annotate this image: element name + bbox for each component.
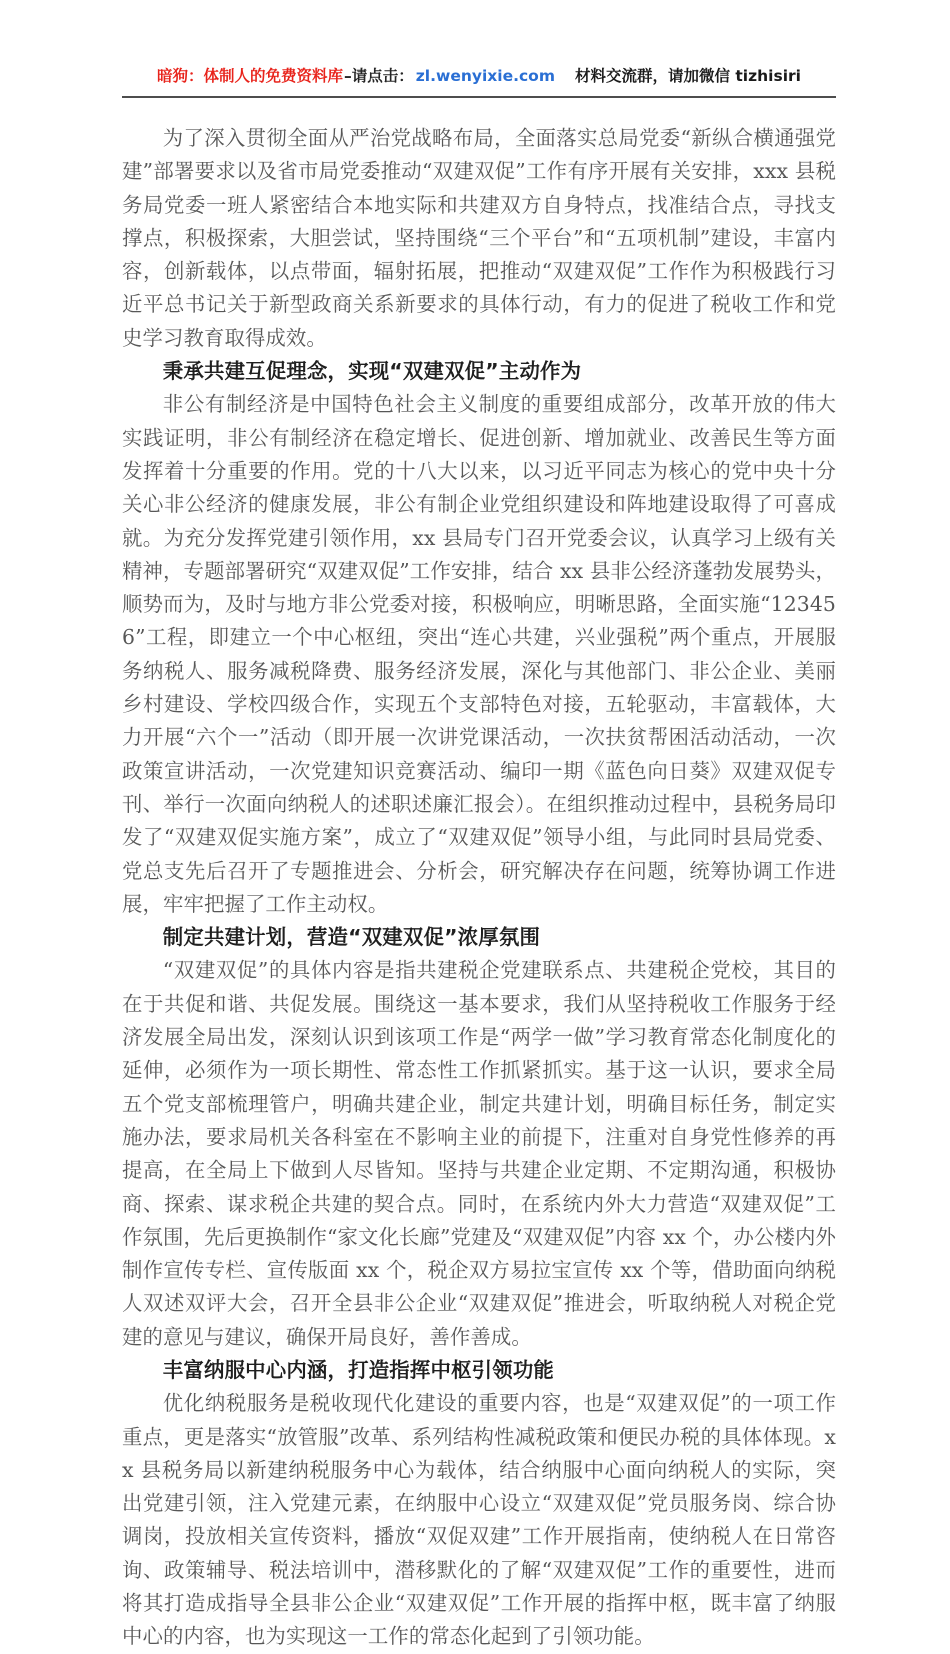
paragraph: 为了深入贯彻全面从严治党战略布局，全面落实总局党委“新纵合横通强党建”部署要求以及省市局党委推动“双建双促”工作有序开展有关安排，xxx 县税务局党委一班人紧密结合本地实际和共建双方自身特点，找准结合点，寻找支撑点，积极探索，大胆尝试，坚持围绕“三个平台”和“五项机制”建设，丰富内容，创新载体，以点带面，辐射拓展，把推动“双建双促”工作作为积极践行习近平总书记关于新型政商关系新要求的具体行动，有力的促进了税收工作和党史学习教育取得成效。 — [122, 126, 836, 350]
section-heading: 制定共建计划，营造“双建双促”浓厚氛围 — [162, 925, 541, 950]
header-divider — [122, 96, 836, 98]
promo-banner-text — [157, 64, 801, 86]
section-heading: 秉承共建互促理念，实现“双建双促”主动作为 — [162, 359, 582, 384]
paragraph: 非公有制经济是中国特色社会主义制度的重要组成部分，改革开放的伟大实践证明，非公有制经济在稳定增长、促进创新、增加就业、改善民生等方面发挥着十分重要的作用。党的十八大以来，以习近平同志为核心的党中央十分关心非公经济的健康发展，非公有制企业党组织建设和阵地建设取得了可喜成就。为充分发挥党建引领作用，xx 县局专门召开党委会议，认真学习上级有关精神，专题部署研究“双建双促”工作安排，结合 xx 县非公经济蓬勃发展势头，顺势而为，及时与地方非公党委对接，积极响应，明晰思路，全面实施“123456”工程，即建立一个中心枢纽，突出“连心共建，兴业强税”两个重点，开展服务纳税人、服务减税降费、服务经济发展，深化与其他部门、非公企业、美丽乡村建设、学校四级合作，实现五个支部特色对接，五轮驱动，丰富载体，大力开展“六个一”活动（即开展一次讲党课活动，一次扶贫帮困活动活动，一次政策宣讲活动，一次党建知识竞赛活动、编印一期《蓝色向日葵》双建双促专刊、举行一次面向纳税人的述职述廉汇报会）。在组织推动过程中，县税务局印发了“双建双促实施方案”，成立了“双建双促”领导小组，与此同时县局党委、党总支先后召开了专题推进会、分析会，研究解决存在问题，统筹协调工作进展，牢牢把握了工作主动权。 — [122, 392, 836, 916]
paragraph: “双建双促”的具体内容是指共建税企党建联系点、共建税企党校，其目的在于共促和谐、共促发展。围绕这一基本要求，我们从坚持税收工作服务于经济发展全局出发，深刻认识到该项工作是“两学一做”学习教育常态化制度化的延伸，必须作为一项长期性、常态性工作抓紧抓实。基于这一认识，要求全局五个党支部梳理管户，明确共建企业，制定共建计划，明确目标任务，制定实施办法，要求局机关各科室在不影响主业的前提下，注重对自身党性修养的再提高，在全局上下做到人尽皆知。坚持与共建企业定期、不定期沟通，积极协商、探索、谋求税企共建的契合点。同时，在系统内外大力营造“双建双促”工作氛围，先后更换制作“家文化长廊”党建及“双建双促”内容 xx 个，办公楼内外制作宣传专栏、宣传版面 xx 个，税企双方易拉宝宣传 xx 个等，借助面向纳税人双述双评大会，召开全县非公企业“双建双促”推进会，听取纳税人对税企党建的意见与建议，确保开局良好，善作善成。 — [122, 958, 836, 1349]
promo-banner — [122, 58, 836, 92]
document-body — [122, 122, 836, 1654]
promo-title: 暗狗：体制人的免费资料库 — [157, 67, 344, 85]
promo-click-prompt: –请点击： — [344, 67, 414, 85]
promo-link[interactable]: zl.wenyixie.com — [415, 67, 555, 85]
section-heading: 丰富纳服中心内涵，打造指挥中枢引领功能 — [162, 1357, 555, 1382]
promo-wechat-note: 材料交流群，请加微信 tizhisiri — [575, 67, 801, 85]
paragraph: 优化纳税服务是税收现代化建设的重要内容，也是“双建双促”的一项工作重点，更是落实“放管服”改革、系列结构性减税政策和便民办税的具体体现。xx 县税务局以新建纳税服务中心为载体，结合纳服中心面向纳税人的实际，突出党建引领，注入党建元素，在纳服中心设立“双建双促”党员服务岗、综合协调岗，投放相关宣传资料，播放“双促双建”工作开展指南，使纳税人在日常咨询、政策辅导、税法培训中，潜移默化的了解“双建双促”工作的重要性，进而将其打造成指导全县非公企业“双建双促”工作开展的指挥中枢，既丰富了纳服中心的内容，也为实现这一工作的常态化起到了引领功能。 — [122, 1391, 836, 1649]
